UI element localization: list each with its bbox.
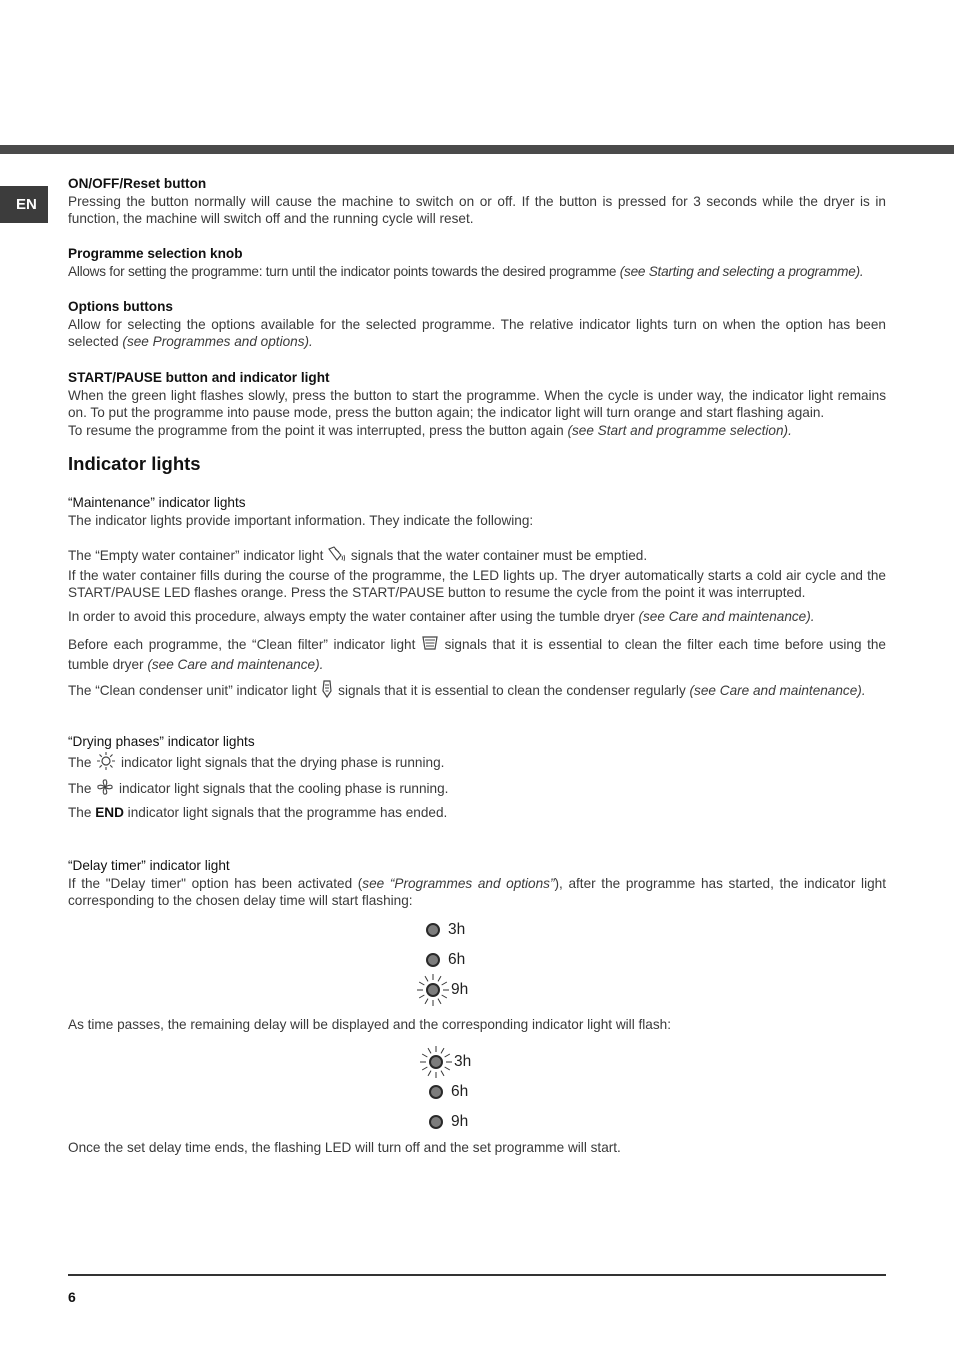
onoff-section: [68, 175, 886, 228]
delay-between: [68, 1016, 886, 1034]
drying-title: “Drying phases” indicator lights: [68, 734, 255, 749]
delay-between-text: As time passes, the remaining delay will be displayed and the corresponding indicator light will flash:: [68, 1017, 671, 1032]
start-text-2: To resume the programme from the point it was interrupted, press the button again (see Start and programme selection).: [68, 422, 792, 438]
delay-section: [68, 857, 886, 910]
cooling-paragraph: [68, 777, 886, 802]
condenser-icon: [320, 679, 334, 704]
filter-icon: [421, 635, 439, 656]
page-number: 6: [68, 1289, 76, 1305]
delay-label: 9h: [451, 1113, 469, 1130]
delay-title: “Delay timer” indicator light: [68, 858, 230, 873]
filter-ref: (see Care and maintenance).: [147, 656, 324, 672]
options-title: Options buttons: [68, 299, 173, 314]
delay-ref: see “Programmes and options”: [362, 875, 555, 891]
knob-ref: (see Starting and selecting a programme).: [619, 263, 864, 279]
language-tab: EN: [0, 186, 48, 223]
start-section: [68, 369, 886, 439]
maintenance-section: [68, 494, 886, 529]
delay-led-row-6h: [416, 1081, 496, 1103]
delay-led-row-3h: [413, 919, 493, 941]
delay-label: 3h: [454, 1053, 472, 1070]
fan-cooling-icon: [95, 777, 115, 802]
drying-text: The indicator light signals that the drying phase is running.: [68, 751, 886, 776]
avoid-ref: (see Care and maintenance).: [638, 609, 815, 624]
onoff-text: Pressing the button normally will cause the machine to switch on or off. If the button is pressed for 3 seconds while the dryer is in function, the machine will switch off and the running cycle will reset.: [68, 193, 886, 227]
empty-container-paragraph: [68, 546, 886, 602]
drying-section: [68, 733, 886, 775]
avoid-text: In order to avoid this procedure, always empty the water container after using the tumble dryer (see Care and maintenance).: [68, 609, 815, 624]
delay-label: 6h: [448, 951, 466, 968]
condenser-ref: (see Care and maintenance).: [689, 682, 866, 698]
header-bar: [0, 145, 954, 154]
delay-label: 6h: [451, 1083, 469, 1100]
led-indicator: [426, 953, 440, 967]
sun-drying-icon: [95, 751, 117, 776]
empty-explanation: If the water container fills during the course of the programme, the LED lights up. The dryer automatically starts a cold air cycle and the START/PAUSE LED flashes orange. Press the START/PAUSE button to resume the cycle from the point it was interrupted.: [68, 567, 886, 601]
end-paragraph: [68, 804, 886, 822]
empty-text: The “Empty water container” indicator light signals that the water container must be emptied.: [68, 546, 886, 567]
end-text: The END indicator light signals that the programme has ended.: [68, 805, 448, 820]
delay-label: 3h: [448, 921, 466, 938]
avoid-paragraph: [68, 608, 886, 626]
led-indicator: [426, 923, 440, 937]
knob-title: Programme selection knob: [68, 246, 243, 261]
options-section: [68, 298, 886, 351]
maintenance-intro: The indicator lights provide important information. They indicate the following:: [68, 512, 534, 528]
footer-rule: [68, 1274, 886, 1276]
delay-led-row-9h: [416, 1111, 496, 1133]
condenser-text: The “Clean condenser unit” indicator light signals that it is essential to clean the condenser regularly (see Care and maintenance).: [68, 679, 886, 704]
delay-end-text: Once the set delay time ends, the flashing LED will turn off and the set programme will start.: [68, 1140, 621, 1155]
delay-end: [68, 1139, 886, 1157]
delay-text: If the "Delay timer" option has been activated (see “Programmes and options”), after the programme has started, the indicator light corresponding to the chosen delay time will start flashing:: [68, 875, 886, 909]
flash-rays-icon: [416, 1042, 456, 1082]
filter-paragraph: [68, 635, 886, 673]
start-text: When the green light flashes slowly, press the button to start the programme. When the cycle is under way, the indicator light remains on. To put the programme into pause mode, press the button again; the indicator light will turn orange and start flashing again.: [68, 387, 886, 421]
knob-section: [68, 245, 886, 280]
filter-text: Before each programme, the “Clean filter” indicator light signals that it is essential to clean the filter each time before using the tumble dryer (see Care and maintenance).: [68, 636, 886, 672]
water-container-icon: [327, 546, 347, 567]
maintenance-title: “Maintenance” indicator lights: [68, 495, 246, 510]
delay-led-row-6h: [413, 949, 493, 971]
delay-label: 9h: [451, 981, 469, 998]
options-ref: (see Programmes and options).: [122, 334, 313, 350]
start-title: START/PAUSE button and indicator light: [68, 370, 330, 385]
cooling-text: The indicator light signals that the cooling phase is running.: [68, 777, 886, 802]
onoff-title: ON/OFF/Reset button: [68, 176, 207, 191]
knob-text: Allows for setting the programme: turn until the indicator points towards the desired programme (see Starting and selecting a programme).: [68, 263, 864, 279]
delay-led-row-3h: [416, 1051, 496, 1073]
flash-rays-icon: [413, 970, 453, 1010]
end-word: END: [95, 805, 124, 820]
start-ref: (see Start and programme selection).: [567, 422, 792, 438]
indicator-lights-title: Indicator lights: [68, 453, 201, 474]
options-text: Allow for selecting the options available for the selected programme. The relative indicator lights turn on when the option has been selected (see Programmes and options).: [68, 316, 886, 350]
delay-led-row-9h: [413, 979, 493, 1001]
condenser-paragraph: [68, 679, 886, 704]
led-indicator: [429, 1085, 443, 1099]
led-indicator: [429, 1115, 443, 1129]
